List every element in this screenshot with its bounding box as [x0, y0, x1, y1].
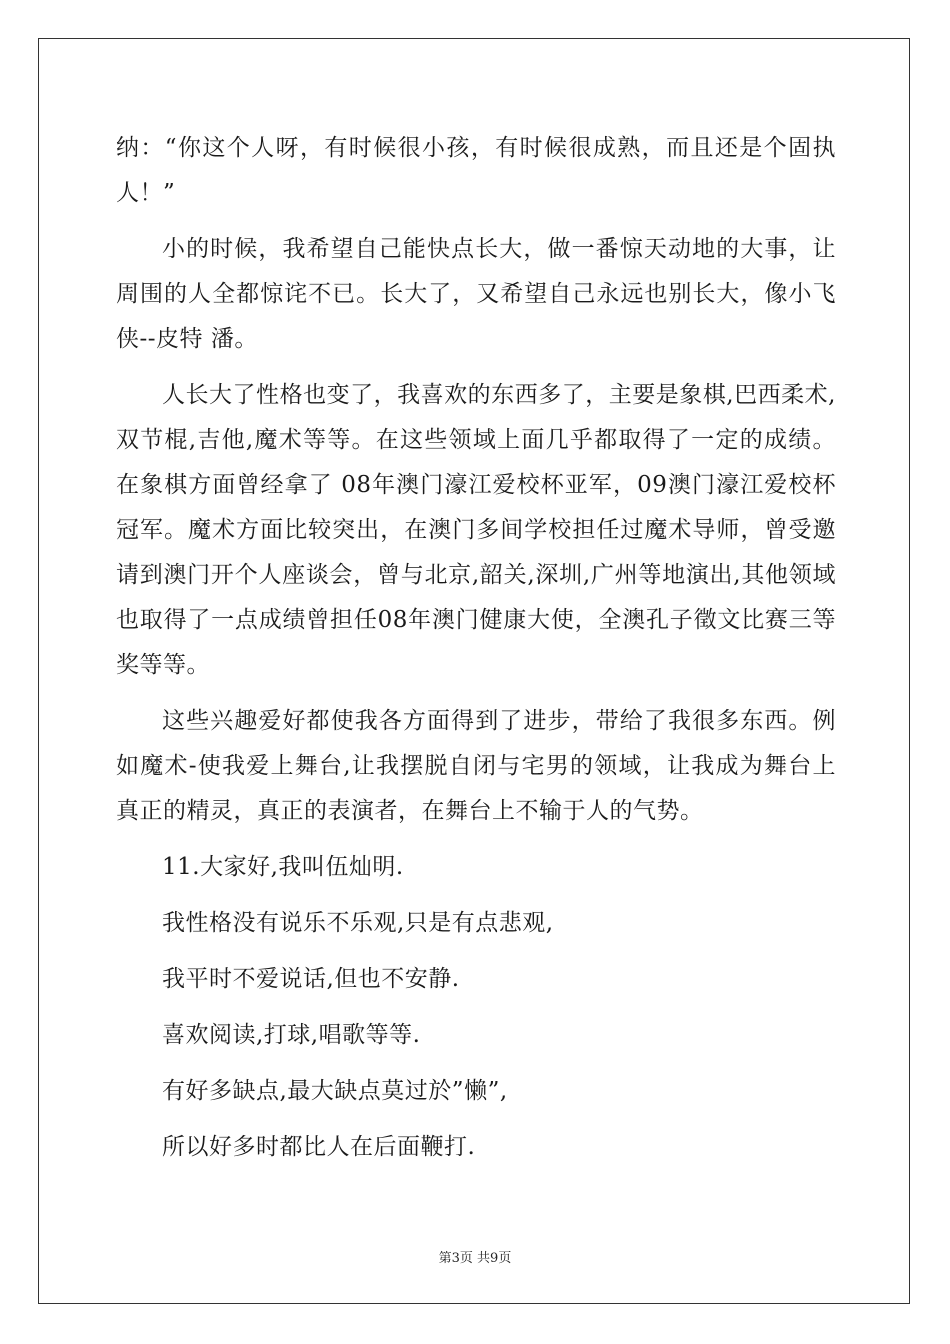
intro-line-2: 我性格没有说乐不乐观,只是有点悲观, — [162, 910, 554, 936]
intro-line-6: 所以好多时都比人在后面鞭打. — [162, 1134, 476, 1160]
document-body — [116, 126, 836, 1181]
intro-lines — [116, 845, 836, 1170]
paragraph-4: 这些兴趣爱好都使我各方面得到了进步，带给了我很多东西。例如魔术-使我爱上舞台,让我摆脱自闭与宅男的领域，让我成为舞台上真正的精灵，真正的表演者，在舞台上不输于人的气势。 — [116, 708, 836, 824]
intro-line-5: 有好多缺点,最大缺点莫过於”懒”, — [162, 1078, 508, 1104]
intro-line-3: 我平时不爱说话,但也不安静. — [162, 966, 460, 992]
page-number-footer: 第3页 共9页 — [438, 1251, 512, 1266]
intro-line-4: 喜欢阅读,打球,唱歌等等. — [162, 1022, 421, 1048]
intro-line-1: 11.大家好,我叫伍灿明. — [162, 854, 404, 880]
paragraph-1: 纳：“你这个人呀，有时候很小孩，有时候很成熟，而且还是个固执人！” — [116, 135, 836, 206]
paragraph-3: 人长大了性格也变了，我喜欢的东西多了，主要是象棋,巴西柔术,双节棍,吉他,魔术等等。在这些领域上面几乎都取得了一定的成绩。在象棋方面曾经拿了 08年澳门濠江爱校杯亚军，09澳门濠江爱校杯冠军。魔术方面比较突出，在澳门多间学校担任过魔术导师，曾受邀请到澳门开个人座谈会，曾与北京,韶关,深圳,广州等地演出,其他领域也取得了一点成绩曾担任08年澳门健康大使，全澳孔子徵文比赛三等奖等等。 — [116, 382, 836, 678]
paragraph-2: 小的时候，我希望自己能快点长大，做一番惊天动地的大事，让周围的人全都惊诧不已。长大了，又希望自己永远也别长大，像小飞侠--皮特 潘。 — [116, 236, 836, 352]
